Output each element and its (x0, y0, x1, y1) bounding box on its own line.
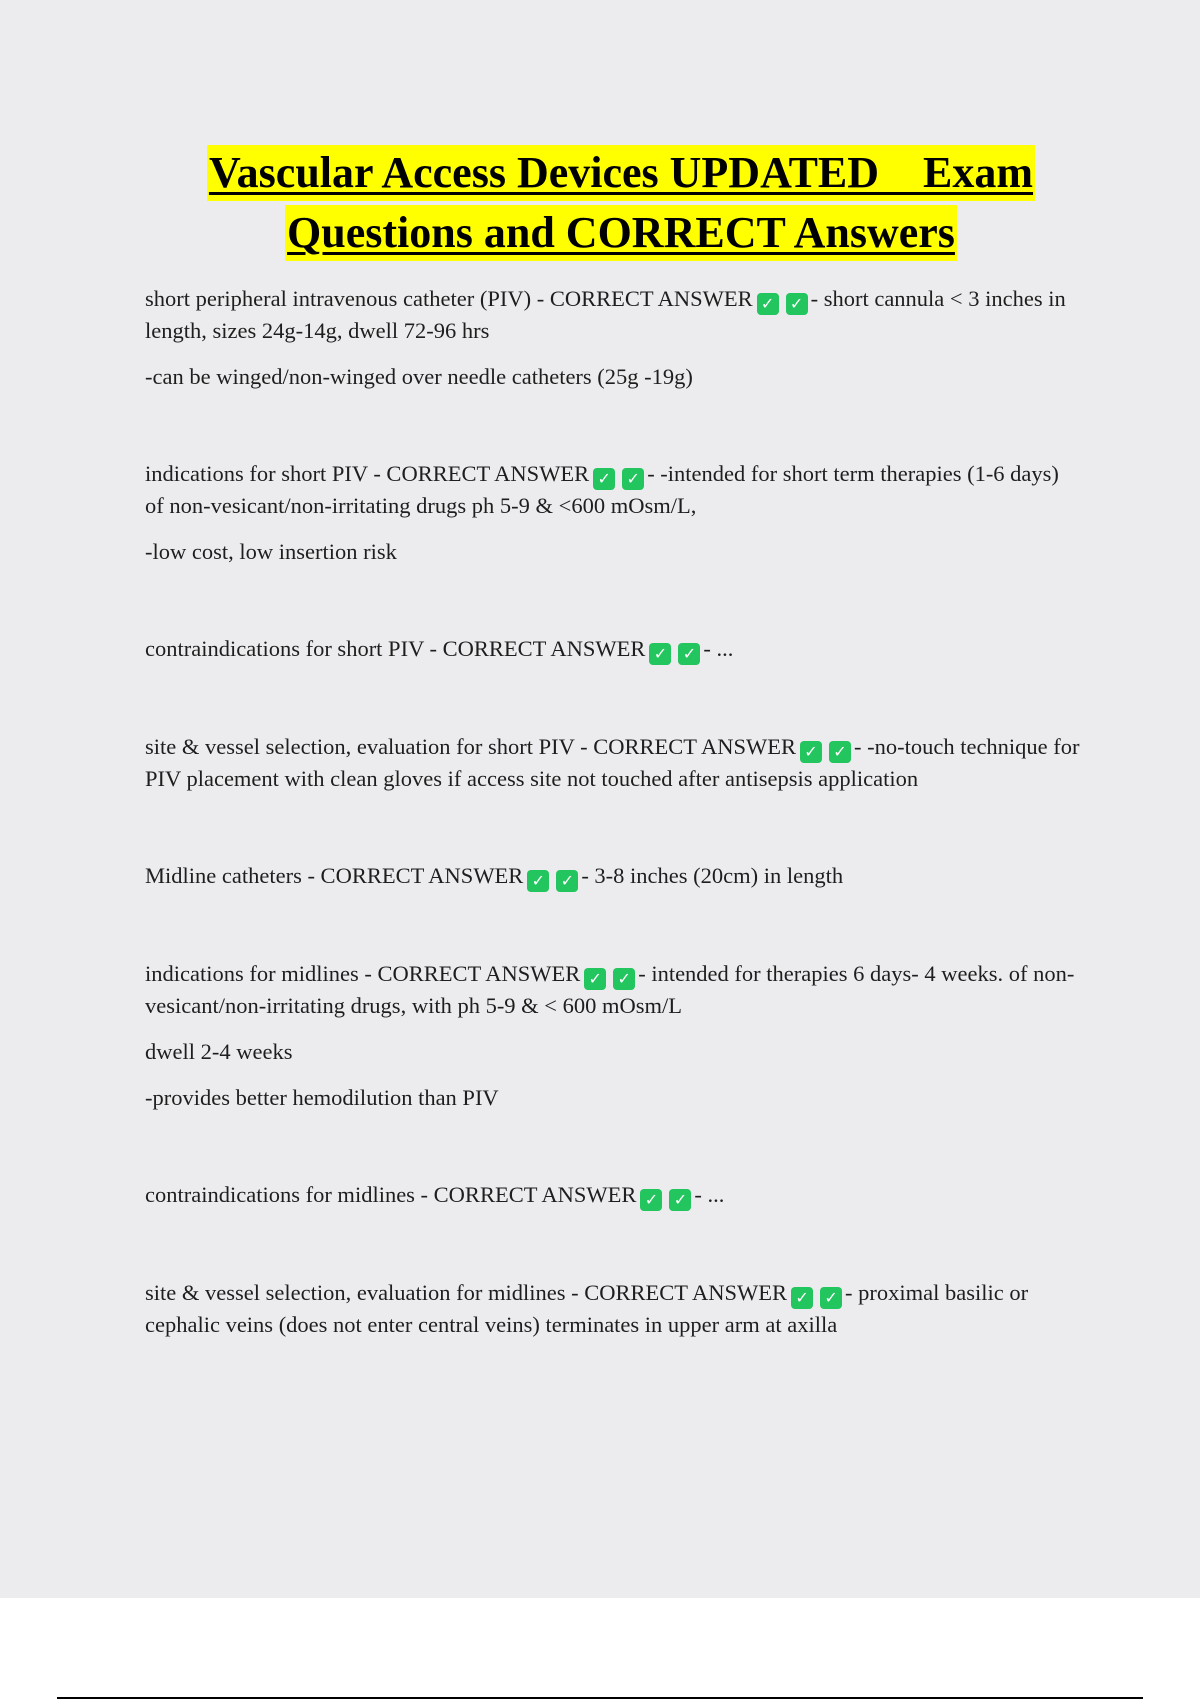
qa-line (145, 1277, 1080, 1340)
answer-extra-line: -can be winged/non-winged over needle catheters (25g -19g) (145, 364, 693, 389)
page-title (146, 145, 1096, 261)
check-mark-icon: ✓ (669, 1189, 691, 1211)
question-text: short peripheral intravenous catheter (PIV) - CORRECT ANSWER (145, 286, 753, 311)
answer-text: - 3-8 inches (20cm) in length (581, 863, 844, 888)
qa-entry (145, 283, 1080, 392)
check-mark-icon: ✓ (527, 870, 549, 892)
qa-entry (145, 1277, 1080, 1340)
qa-line (145, 283, 1080, 346)
answer-extra-line: -provides better hemodilution than PIV (145, 1085, 499, 1110)
check-mark-icon: ✓ (757, 293, 779, 315)
qa-entry (145, 633, 1080, 665)
answer-text: - -no-touch technique for PIV placement with clean gloves if access site not touched after antisepsis application (145, 734, 1080, 791)
qa-line (145, 633, 1080, 665)
check-mark-icon: ✓ (786, 293, 808, 315)
answer-text: - intended for therapies 6 days- 4 weeks. of non-vesicant/non-irritating drugs, with ph 5-9 & < 600 mOsm/L (145, 961, 1075, 1018)
qa-line (145, 731, 1080, 794)
qa-entry (145, 958, 1080, 1113)
question-text: contraindications for short PIV - CORRECT ANSWER (145, 636, 646, 661)
question-text: contraindications for midlines - CORRECT ANSWER (145, 1182, 637, 1207)
answer-text: - -intended for short term therapies (1-6 days) of non-vesicant/non-irritating drugs ph 5-9 & <600 mOsm/L, (145, 461, 1059, 518)
qa-entry (145, 1179, 1080, 1211)
qa-entry (145, 860, 1080, 892)
check-mark-icon: ✓ (584, 968, 606, 990)
check-mark-icon: ✓ (593, 468, 615, 490)
qa-list (145, 283, 1080, 1340)
title-line-1: Vascular Access Devices UPDATED Exam (207, 145, 1035, 201)
qa-line (145, 958, 1080, 1021)
qa-line (145, 860, 1080, 892)
answer-extra-line: dwell 2-4 weeks (145, 1039, 293, 1064)
check-mark-icon: ✓ (640, 1189, 662, 1211)
check-mark-icon: ✓ (622, 468, 644, 490)
answer-text: - short cannula < 3 inches in length, sizes 24g-14g, dwell 72-96 hrs (145, 286, 1066, 343)
question-text: site & vessel selection, evaluation for short PIV - CORRECT ANSWER (145, 734, 796, 759)
qa-line (145, 458, 1080, 521)
qa-entry (145, 731, 1080, 794)
answer-text: - ... (694, 1182, 725, 1207)
answer-text: - proximal basilic or cephalic veins (does not enter central veins) terminates in upper arm at axilla (145, 1280, 1029, 1337)
question-text: indications for midlines - CORRECT ANSWER (145, 961, 581, 986)
check-mark-icon: ✓ (613, 968, 635, 990)
question-text: Midline catheters - CORRECT ANSWER (145, 863, 524, 888)
check-mark-icon: ✓ (829, 741, 851, 763)
check-mark-icon: ✓ (556, 870, 578, 892)
check-mark-icon: ✓ (649, 643, 671, 665)
answer-extra-line: -low cost, low insertion risk (145, 539, 397, 564)
answer-text: - ... (703, 636, 734, 661)
check-mark-icon: ✓ (820, 1287, 842, 1309)
question-text: indications for short PIV - CORRECT ANSWER (145, 461, 590, 486)
check-mark-icon: ✓ (678, 643, 700, 665)
qa-entry (145, 458, 1080, 567)
check-mark-icon: ✓ (800, 741, 822, 763)
question-text: site & vessel selection, evaluation for midlines - CORRECT ANSWER (145, 1280, 788, 1305)
title-line-2: Questions and CORRECT Answers (285, 205, 957, 261)
qa-line (145, 1179, 1080, 1211)
check-mark-icon: ✓ (791, 1287, 813, 1309)
footer-divider (57, 1697, 1143, 1699)
